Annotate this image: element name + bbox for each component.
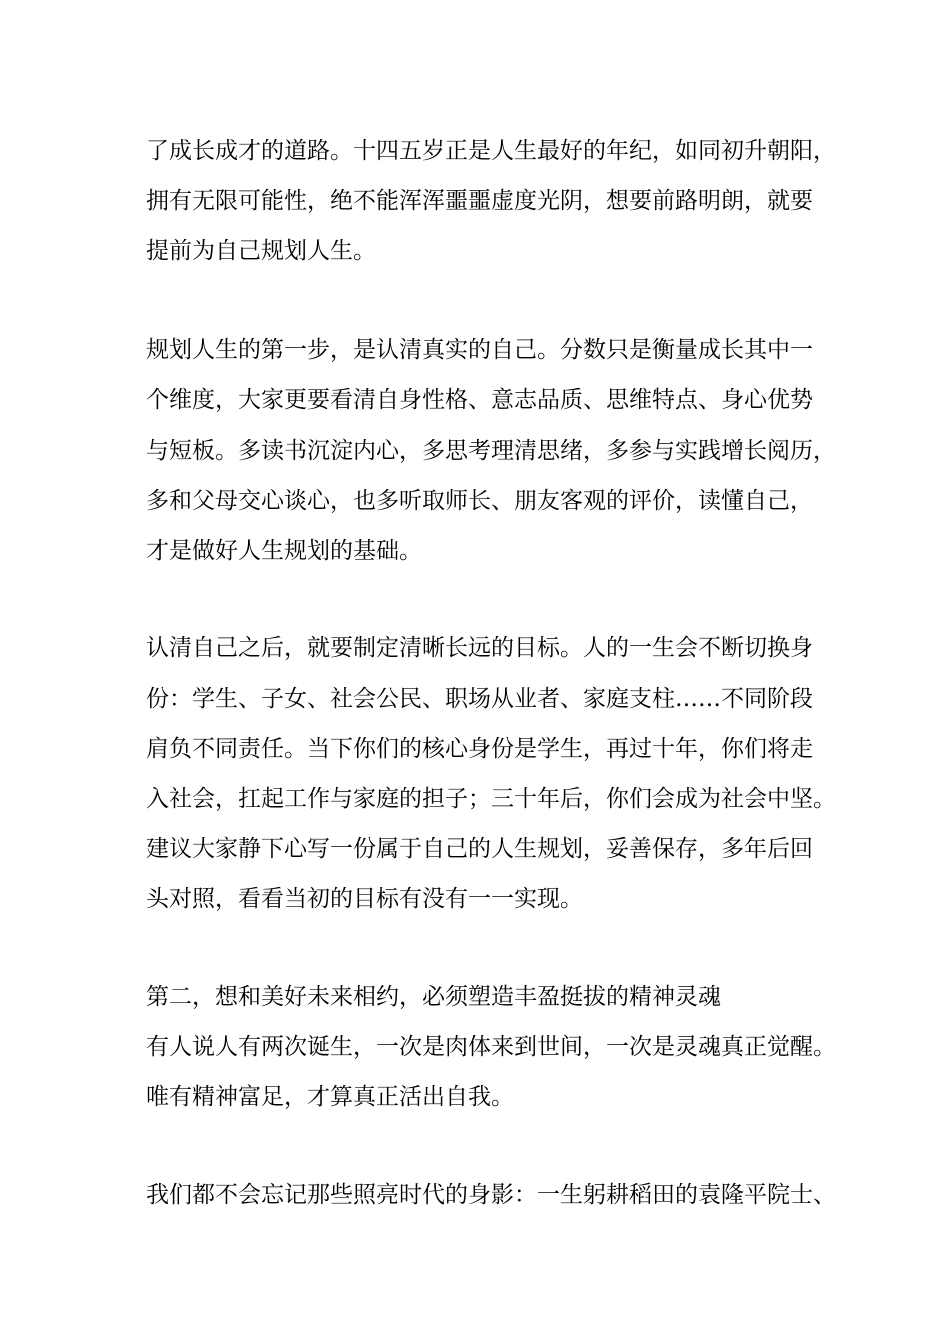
text-line: 我们都不会忘记那些照亮时代的身影：一生躬耕稻田的袁隆平院士、	[146, 1182, 836, 1208]
text-line: 了成长成才的道路。十四五岁正是人生最好的年纪，如同初升朝阳，	[146, 138, 836, 164]
text-line: 肩负不同责任。当下你们的核心身份是学生，再过十年，你们将走	[146, 736, 813, 762]
text-line: 入社会，扛起工作与家庭的担子；三十年后，你们会成为社会中坚。	[146, 786, 836, 812]
text-line: 认清自己之后，就要制定清晰长远的目标。人的一生会不断切换身	[146, 635, 813, 661]
text-line: 份：学生、子女、社会公民、职场从业者、家庭支柱……不同阶段	[146, 686, 813, 712]
section-heading: 第二，想和美好未来相约，必须塑造丰盈挺拔的精神灵魂	[146, 984, 721, 1010]
text-line: 规划人生的第一步，是认清真实的自己。分数只是衡量成长其中一	[146, 337, 813, 363]
text-line: 提前为自己规划人生。	[146, 238, 376, 264]
text-line: 个维度，大家更要看清自身性格、意志品质、思维特点、身心优势	[146, 387, 813, 413]
text-line: 唯有精神富足，才算真正活出自我。	[146, 1084, 514, 1110]
text-line: 有人说人有两次诞生，一次是肉体来到世间，一次是灵魂真正觉醒。	[146, 1034, 836, 1060]
text-line: 才是做好人生规划的基础。	[146, 538, 422, 564]
text-line: 头对照，看看当初的目标有没有一一实现。	[146, 886, 583, 912]
text-line: 建议大家静下心写一份属于自己的人生规划，妥善保存，多年后回	[146, 836, 813, 862]
text-line: 与短板。多读书沉淀内心，多思考理清思绪，多参与实践增长阅历，	[146, 438, 836, 464]
text-line: 多和父母交心谈心，也多听取师长、朋友客观的评价，读懂自己，	[146, 488, 813, 514]
text-line: 拥有无限可能性，绝不能浑浑噩噩虚度光阴，想要前路明朗，就要	[146, 188, 813, 214]
